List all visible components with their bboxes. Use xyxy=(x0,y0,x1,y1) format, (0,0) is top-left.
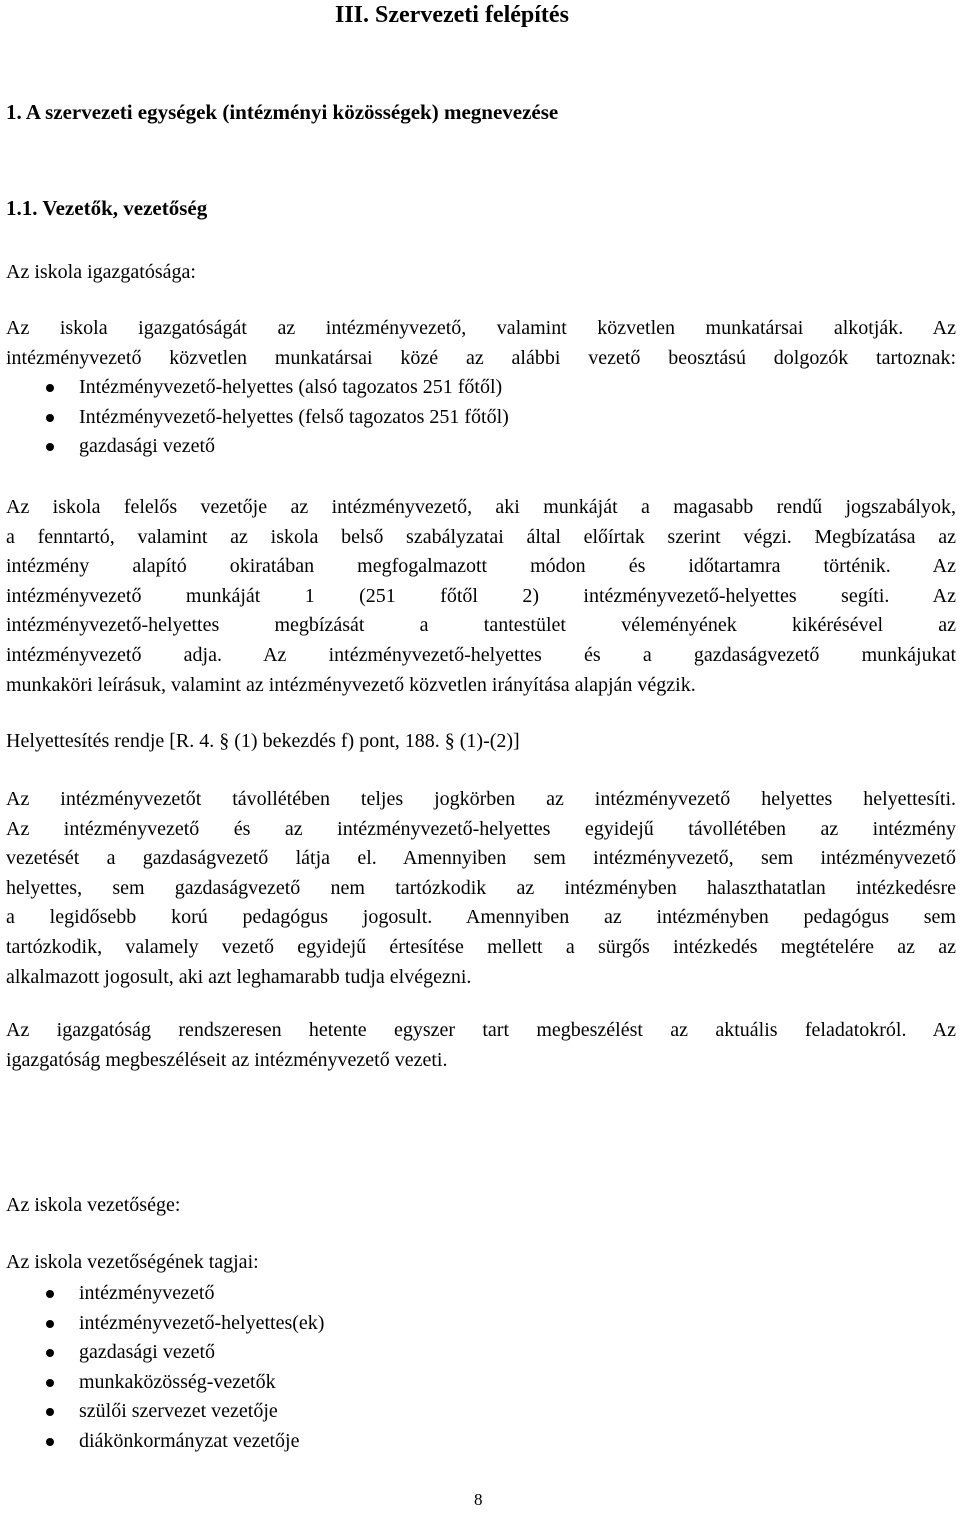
paragraph-line: a legidősebb korú pedagógus jogosult. Amennyiben az intézményben pedagógus sem xyxy=(6,906,956,929)
paragraph-line: Az intézményvezető és az intézményvezető-helyettes egyidejű távollétében az intézmény xyxy=(6,817,956,840)
paragraph-line: Az igazgatóság rendszeresen hetente egyszer tart megbeszélést az aktuális feladatokról. Az xyxy=(6,1019,956,1041)
paragraph-line: Az intézményvezetőt távollétében teljes jogkörben az intézményvezető helyettes helyettesíti. xyxy=(6,788,956,810)
paragraph-line: munkaköri leírásuk, valamint az intézményvezető közvetlen irányítása alapján végzik. xyxy=(6,673,696,696)
paragraph-line: igazgatóság megbeszéléseit az intézményvezető vezeti. xyxy=(6,1048,448,1071)
list-item: Intézményvezető-helyettes (felső tagozatos 251 főtől) xyxy=(6,403,509,433)
paragraph-helyettesites xyxy=(6,785,956,992)
paragraph-line: intézményvezető-helyettes megbízását a tantestület véleményének kikérésével az xyxy=(6,614,956,637)
list-item: munkaközösség-vezetők xyxy=(6,1368,324,1398)
paragraph-line: Az iskola igazgatóságát az intézményvezető, valamint közvetlen munkatársai alkotják. Az xyxy=(6,317,956,339)
paragraph-line: intézményvezető adja. Az intézményvezető-helyettes és a gazdaságvezető munkájukat xyxy=(6,643,956,666)
section-heading: 1. A szervezeti egységek (intézményi közösségek) megnevezése xyxy=(6,100,559,124)
helyettesites-heading: Helyettesítés rendje [R. 4. § (1) bekezdés f) pont, 188. § (1)-(2)] xyxy=(6,730,520,752)
page-number: 8 xyxy=(474,1490,483,1509)
list-item: szülői szervezet vezetője xyxy=(6,1397,324,1427)
paragraph-line: intézményvezető közvetlen munkatársai közé az alábbi vezető beosztású dolgozók tartoznak: xyxy=(6,346,956,369)
list-item: gazdasági vezető xyxy=(6,1338,324,1368)
list-item: intézményvezető xyxy=(6,1279,324,1309)
paragraph-line: alkalmazott jogosult, aki azt leghamarabb tudja elvégezni. xyxy=(6,965,472,988)
list-item: intézményvezető-helyettes(ek) xyxy=(6,1309,324,1339)
paragraph-megbeszeles xyxy=(6,1016,956,1075)
igazgatosag-members-list xyxy=(6,373,509,462)
paragraph-line: intézményvezető munkáját 1 (251 főtől 2) intézményvezető-helyettes segíti. Az xyxy=(6,584,956,607)
igazgatosag-heading: Az iskola igazgatósága: xyxy=(6,261,196,283)
paragraph-felelos-vezeto xyxy=(6,493,956,700)
paragraph-line: intézmény alapító okiratában megfogalmazott módon és időtartamra történik. Az xyxy=(6,555,956,578)
paragraph-line: vezetését a gazdaságvezető látja el. Amennyiben sem intézményvezető, sem intézményvezető xyxy=(6,847,956,870)
paragraph-line: helyettes, sem gazdaságvezető nem tartózkodik az intézményben halaszthatatlan intézkedésre xyxy=(6,876,956,899)
paragraph-line: tartózkodik, valamely vezető egyidejű értesítése mellett a sürgős intézkedés megtételére az az xyxy=(6,935,956,958)
chapter-title: III. Szervezeti felépítés xyxy=(335,2,569,28)
list-item: Intézményvezető-helyettes (alsó tagozatos 251 főtől) xyxy=(6,373,509,403)
paragraph-line: a fenntartó, valamint az iskola belső szabályzatai által előírtak szerint végzi. Megbízatása az xyxy=(6,525,956,548)
list-item: diákönkormányzat vezetője xyxy=(6,1427,324,1457)
list-item: gazdasági vezető xyxy=(6,432,509,462)
vezetoseg-members-list xyxy=(6,1279,324,1457)
paragraph-igazgatosag xyxy=(6,314,956,373)
vezetoseg-heading: Az iskola vezetősége: xyxy=(6,1194,181,1216)
paragraph-line: Az iskola felelős vezetője az intézményvezető, aki munkáját a magasabb rendű jogszabályok, xyxy=(6,496,956,518)
vezetoseg-tagjai-label: Az iskola vezetőségének tagjai: xyxy=(6,1251,259,1273)
subsection-heading: 1.1. Vezetők, vezetőség xyxy=(6,196,208,220)
